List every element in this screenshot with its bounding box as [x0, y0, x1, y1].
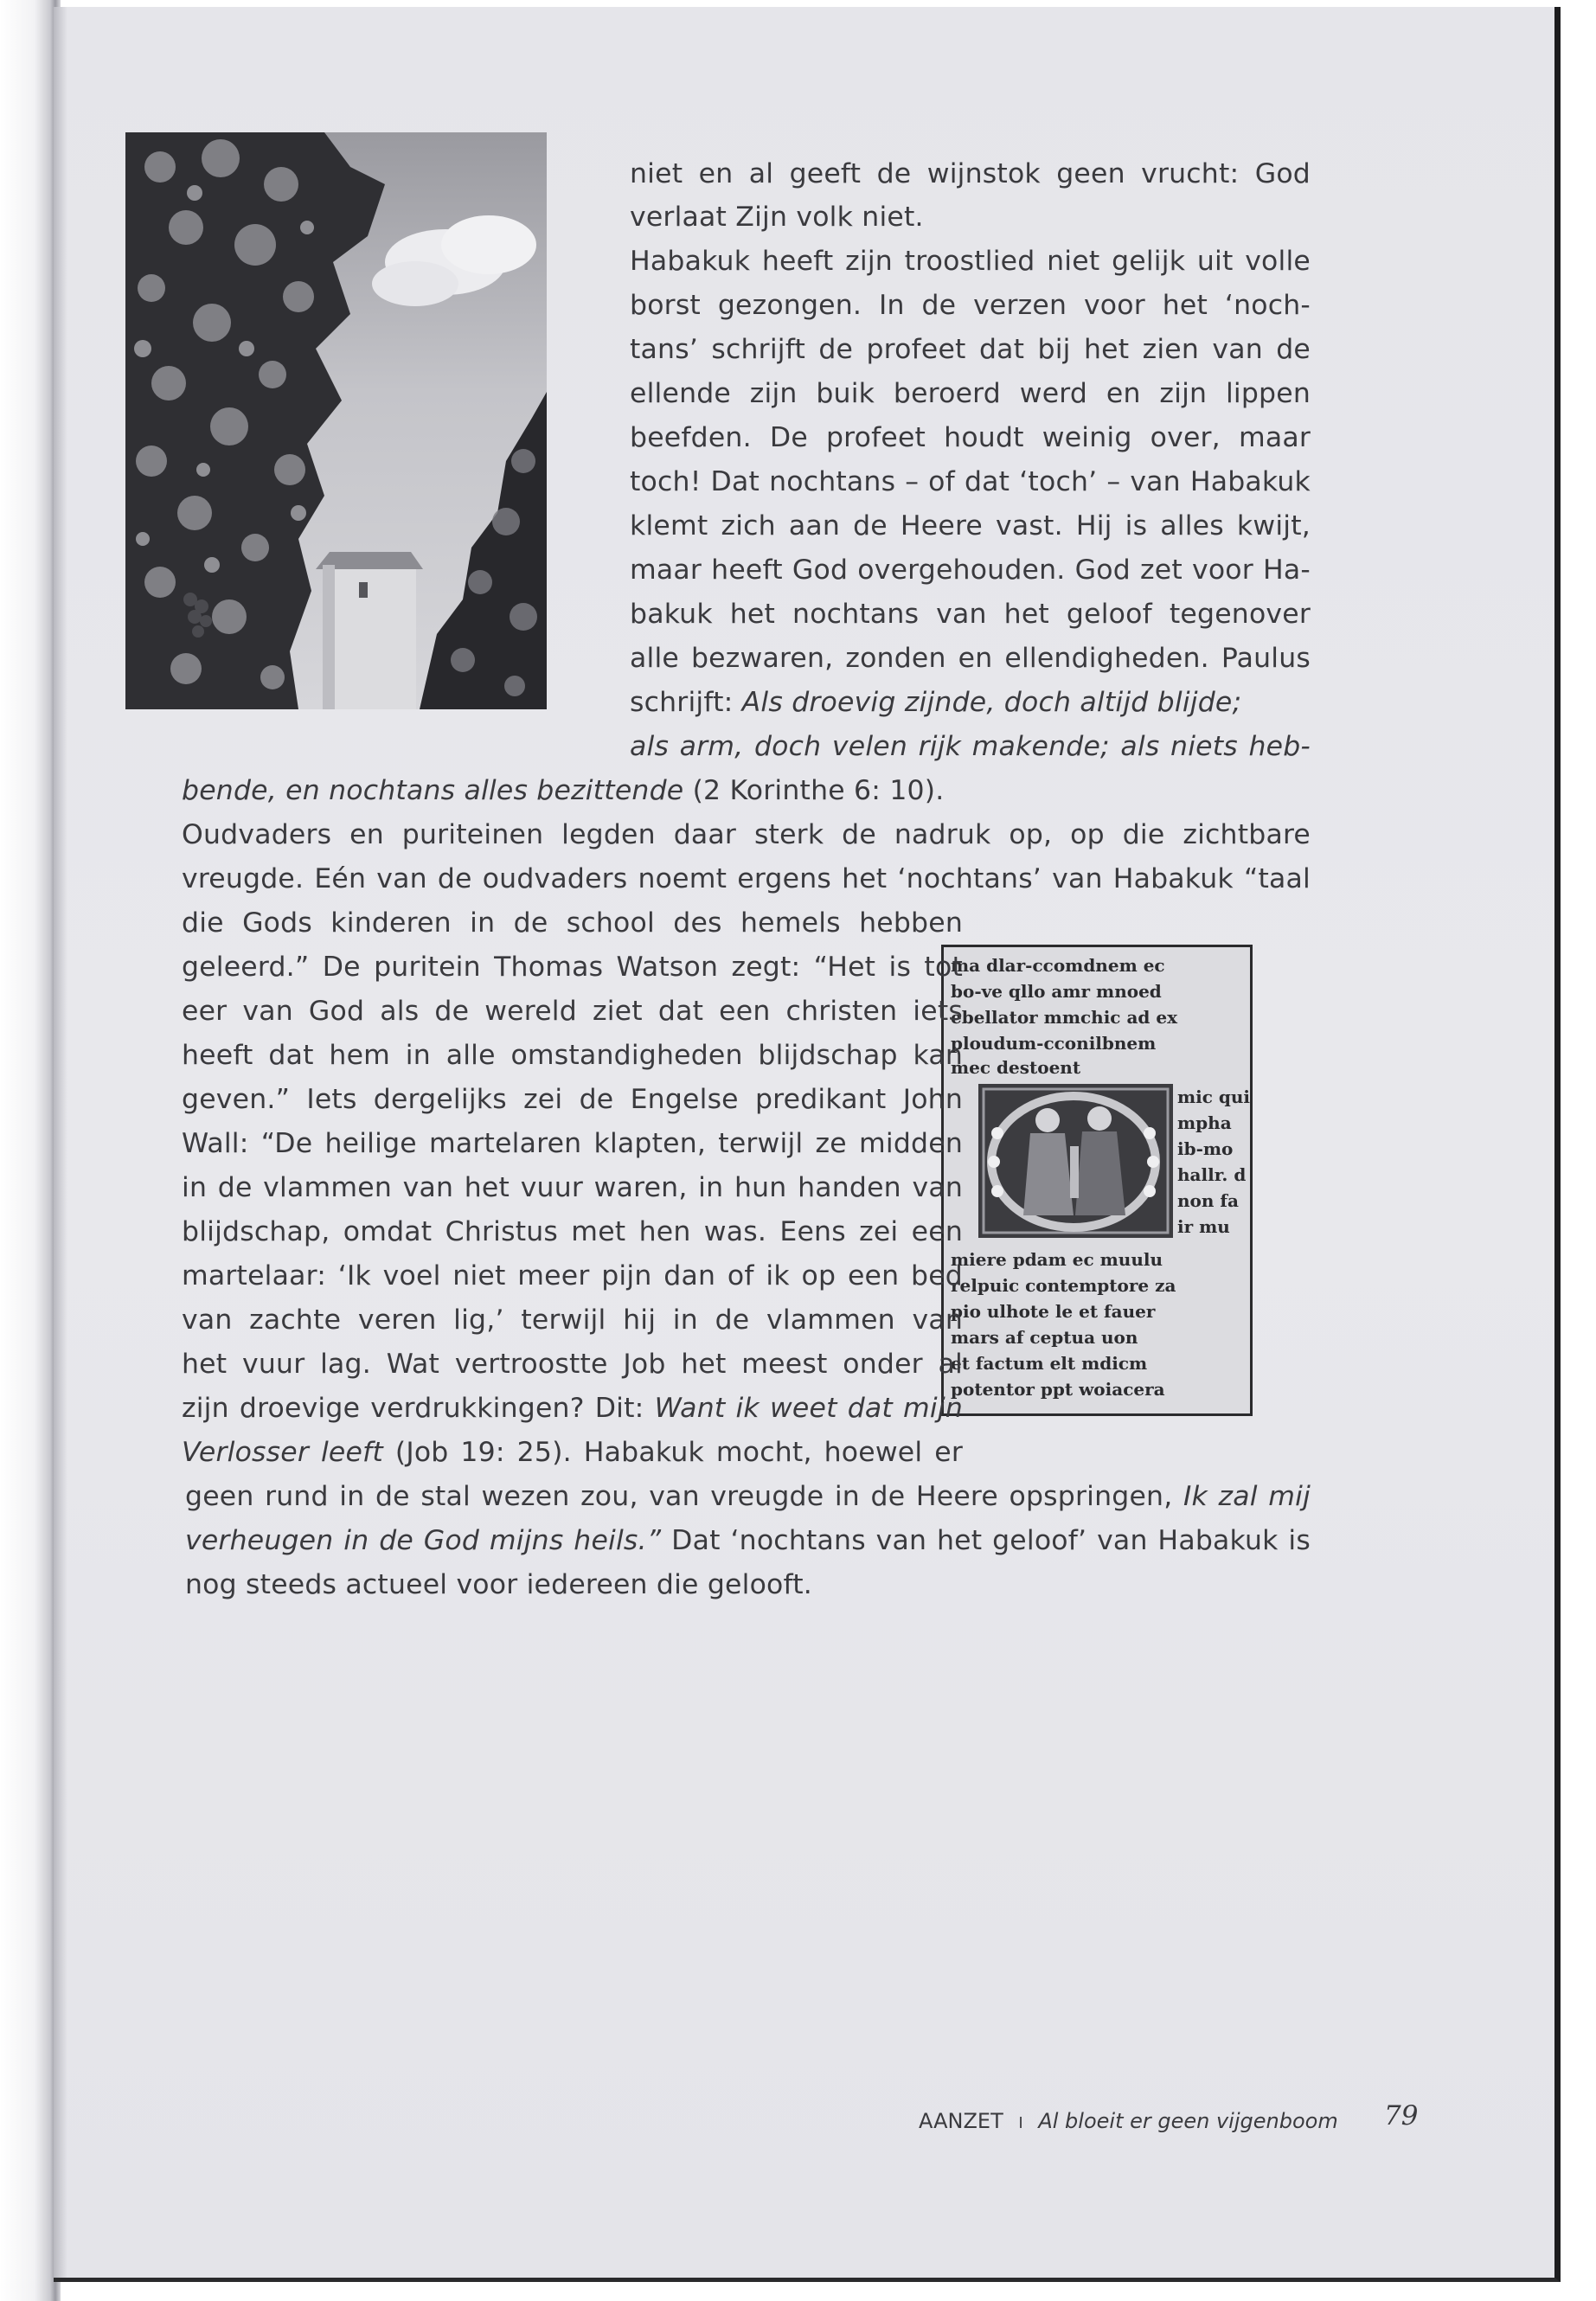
text-line: Habakuk heeft zijn troostlied niet gelijk uit volle — [630, 246, 1311, 277]
footer-separator: I — [1018, 2114, 1023, 2132]
historiated-initial — [978, 1084, 1173, 1238]
running-title: Al bloeit er geen vijgenboom — [1038, 2109, 1338, 2133]
text-line — [185, 1525, 1311, 1556]
text-line: het vuur lag. Wat vertroostte Job het meest onder al — [182, 1349, 963, 1380]
text-segment: (Job 19: 25). Habakuk mocht, hoewel er — [382, 1437, 963, 1468]
text-segment: schrijft: — [630, 687, 742, 718]
text-line: Wall: “De heilige martelaren klapten, terwijl ze midden — [182, 1128, 963, 1159]
manuscript-line: hallr. d — [1177, 1164, 1247, 1185]
text-line: verlaat Zijn volk niet. — [630, 202, 924, 233]
bible-quote: Want ik weet dat mijn — [654, 1393, 963, 1424]
manuscript-line: ebellator mmchic ad ex — [951, 1007, 1178, 1028]
text-line: borst gezongen. In de verzen voor het ‘noch- — [630, 290, 1311, 321]
bible-quote: Ik zal mij — [1183, 1481, 1311, 1512]
bible-quote: verheugen in de God mijns heils.” — [185, 1525, 662, 1556]
text-line: blijdschap, omdat Christus met hen was. Eens zei een — [182, 1216, 963, 1247]
page-number: 79 — [1384, 2100, 1419, 2131]
manuscript-line: et factum elt mdicm — [951, 1353, 1148, 1374]
text-line — [630, 731, 1311, 762]
manuscript-line: pio ulhote le et fauer — [951, 1301, 1156, 1322]
bible-quote: Verlosser leeft — [182, 1437, 383, 1468]
text-line — [182, 775, 945, 806]
text-line: beefden. De profeet houdt weinig over, maar — [630, 422, 1311, 453]
text-line — [630, 687, 1241, 718]
text-line: bakuk het nochtans van het geloof tegenover — [630, 599, 1311, 630]
running-head: AANZET — [919, 2109, 1003, 2133]
text-segment: zijn droevige verdrukkingen? Dit: — [182, 1393, 655, 1424]
text-line: maar heeft God overgehouden. God zet voor Ha- — [630, 554, 1311, 586]
manuscript-line: bo-ve qllo amr mnoed — [951, 981, 1162, 1002]
text-line: in de vlammen van het vuur waren, in hun handen van — [182, 1172, 963, 1203]
manuscript-image — [941, 945, 1253, 1416]
text-line — [185, 1481, 1311, 1512]
manuscript-line: miere pdam ec muulu — [951, 1249, 1163, 1270]
text-line — [182, 1437, 963, 1468]
manuscript-line: ma dlar-ccomdnem ec — [951, 955, 1165, 976]
manuscript-line: ploudum-cconilbnem — [951, 1033, 1157, 1054]
text-line: tans’ schrijft de profeet dat bij het zien van de — [630, 334, 1311, 365]
gutter-shadow — [54, 7, 67, 2278]
manuscript-line: mars af ceptua uon — [951, 1327, 1138, 1348]
text-line: geven.” Iets dergelijks zei de Engelse predikant John — [182, 1084, 963, 1115]
bible-quote: Als droevig zijnde, doch altijd blijde; — [741, 687, 1242, 718]
manuscript-line: mic qui — [1177, 1086, 1250, 1107]
manuscript-line: non fa — [1177, 1190, 1239, 1211]
text-segment: geen rund in de stal wezen zou, van vreugde in de Heere opspringen, — [185, 1481, 1183, 1512]
text-line: toch! Dat nochtans – of dat ‘toch’ – van Habakuk — [630, 466, 1311, 497]
text-segment: Dat ‘nochtans van het geloof’ van Habakuk is — [661, 1525, 1311, 1556]
vineyard-tower-photo — [125, 132, 547, 709]
text-line: nog steeds actueel voor iedereen die gelooft. — [185, 1569, 813, 1600]
manuscript-line: relpuic contemptore za — [951, 1275, 1176, 1296]
text-line: heeft dat hem in alle omstandigheden blijdschap kan — [182, 1040, 963, 1071]
bible-quote: bende, en nochtans alles bezittende — [182, 775, 684, 806]
text-line: vreugde. Eén van de oudvaders noemt ergens het ‘nochtans’ van Habakuk “taal — [182, 863, 1311, 894]
text-line — [182, 1393, 963, 1424]
text-line: martelaar: ‘Ik voel niet meer pijn dan of ik op een bed — [182, 1260, 963, 1292]
manuscript-line: ir mu — [1177, 1216, 1230, 1237]
text-line: van zachte veren lig,’ terwijl hij in de vlammen van — [182, 1304, 963, 1336]
text-line: ellende zijn buik beroerd werd en zijn lippen — [630, 378, 1311, 409]
manuscript-line: mec destoent — [951, 1057, 1081, 1078]
manuscript-line: mpha — [1177, 1112, 1232, 1133]
text-line: alle bezwaren, zonden en ellendigheden. Paulus — [630, 643, 1311, 674]
running-footer — [919, 2109, 1338, 2133]
manuscript-line: ib-mo — [1177, 1138, 1234, 1159]
text-line: Oudvaders en puriteinen legden daar sterk de nadruk op, op die zichtbare — [182, 819, 1311, 850]
text-segment: (2 Korinthe 6: 10). — [683, 775, 945, 806]
text-line: geleerd.” De puritein Thomas Watson zegt: “Het is tot — [182, 952, 963, 983]
text-line: die Gods kinderen in de school des hemels hebben — [182, 907, 963, 939]
bible-quote: als arm, doch velen rijk makende; als niets heb- — [630, 731, 1311, 762]
scan-edge — [0, 0, 61, 2301]
manuscript-line: potentor ppt woiacera — [951, 1379, 1165, 1400]
text-line: niet en al geeft de wijnstok geen vrucht: God — [630, 158, 1311, 189]
text-line: klemt zich aan de Heere vast. Hij is alles kwijt, — [630, 510, 1311, 542]
text-line: eer van God als de wereld ziet dat een christen iets — [182, 996, 963, 1027]
